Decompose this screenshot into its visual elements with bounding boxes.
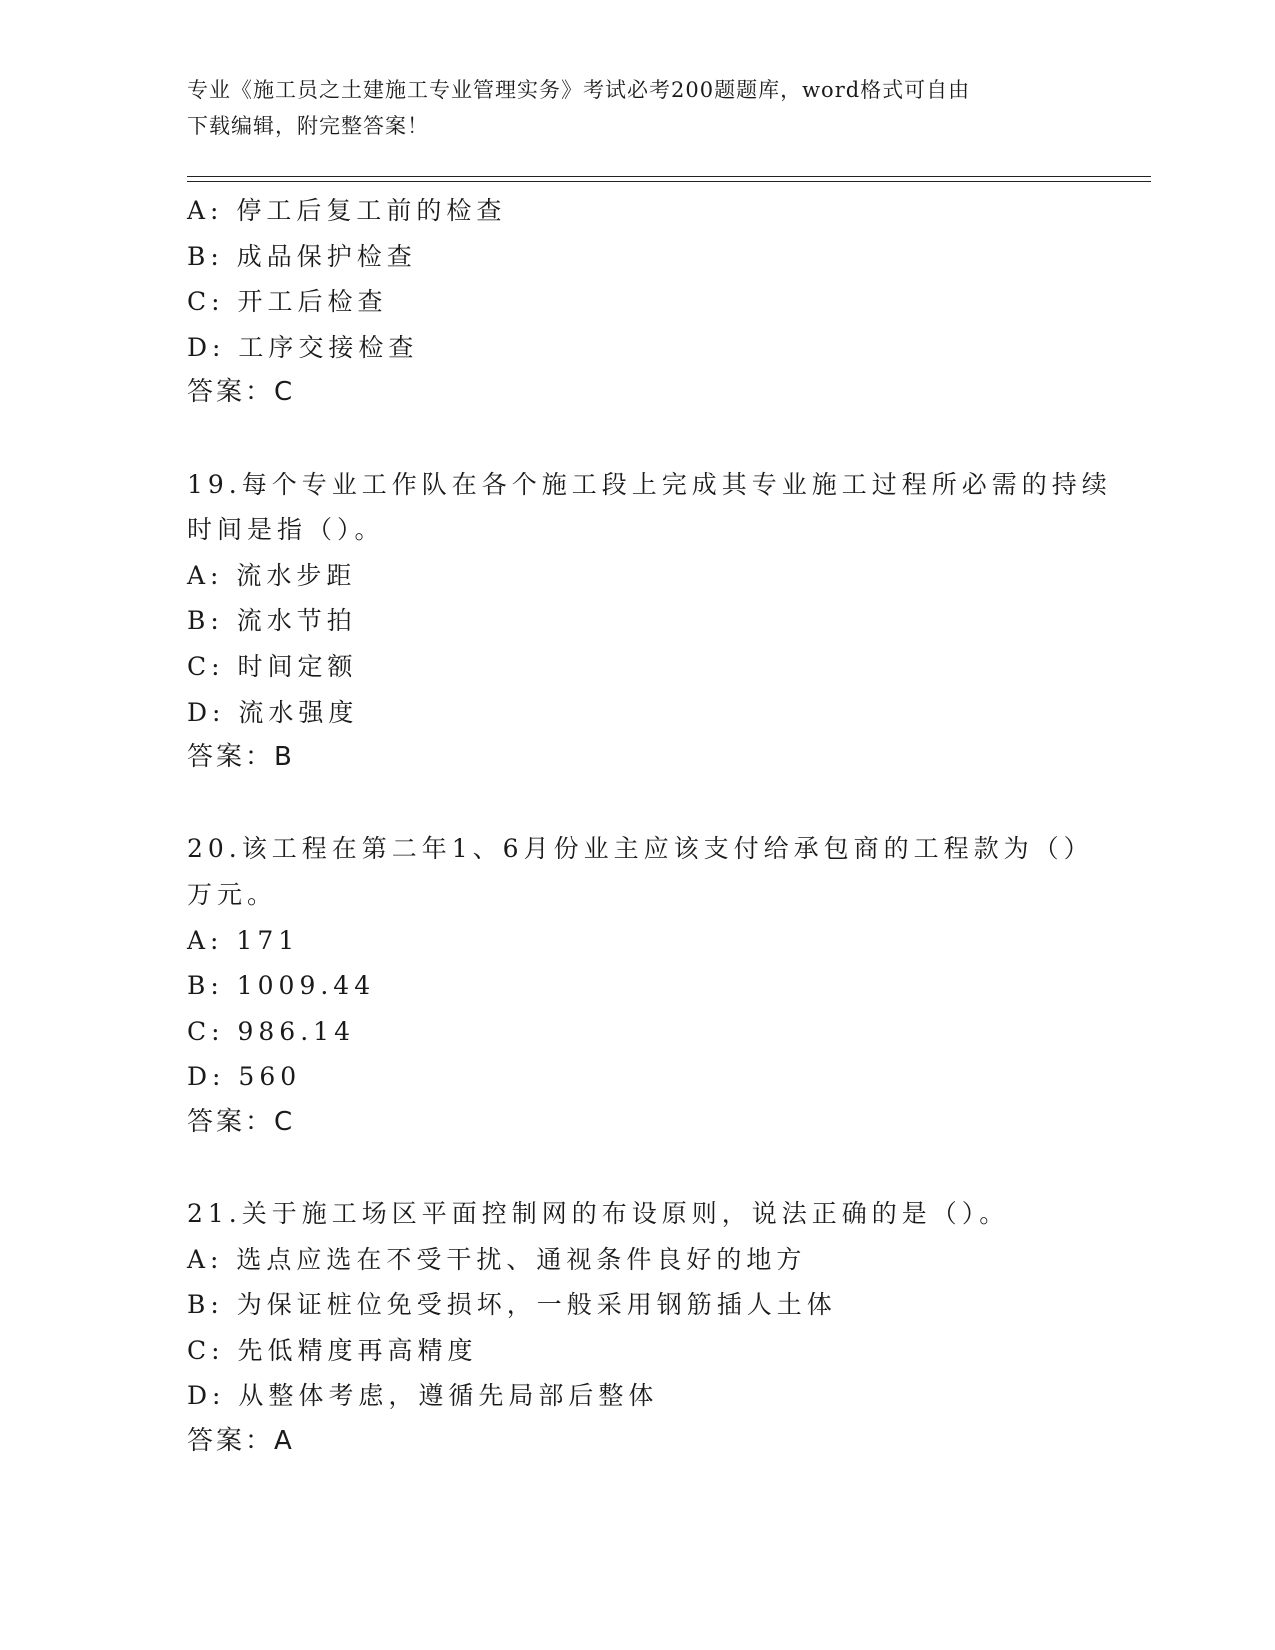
question-stem-continued: 时间是指（）。 [187, 515, 385, 545]
question-stem: 20.该工程在第二年1、6月份业主应该支付给承包商的工程款为（） [187, 834, 1094, 864]
document-header [187, 72, 1087, 144]
header-divider-top [187, 176, 1151, 177]
option-c: C: 时间定额 [187, 651, 358, 681]
header-line-2: 下载编辑，附完整答案！ [187, 114, 429, 138]
spacer [187, 416, 1137, 462]
answer-line: 答案：A [187, 1426, 295, 1457]
question-stem: 21.关于施工场区平面控制网的布设原则，说法正确的是（）。 [187, 1199, 1010, 1229]
option-d: D: 从整体考虑，遵循先局部后整体 [187, 1381, 659, 1411]
option-b: B: 成品保护检查 [187, 241, 417, 271]
question-21 [187, 1191, 1137, 1465]
question-stem: 19.每个专业工作队在各个施工段上完成其专业施工过程所必需的持续 [187, 469, 1112, 499]
question-19 [187, 462, 1137, 781]
answer-line: 答案：C [187, 377, 296, 408]
question-18 [187, 188, 1137, 416]
question-content [187, 188, 1137, 1465]
option-b: B: 1009.44 [187, 971, 376, 1001]
option-a: A: 停工后复工前的检查 [187, 196, 507, 225]
option-a: A: 流水步距 [187, 560, 357, 590]
option-b: B: 流水节拍 [187, 606, 357, 636]
option-b: B: 为保证桩位免受损坏，一般采用钢筋插人土体 [187, 1290, 837, 1320]
option-c: C: 开工后检查 [187, 287, 388, 317]
answer-line: 答案：C [187, 1106, 296, 1137]
header-divider-bottom [187, 181, 1151, 182]
answer-line: 答案：B [187, 742, 295, 773]
option-d: D: 流水强度 [187, 697, 359, 727]
option-a: A: 选点应选在不受干扰、通视条件良好的地方 [187, 1244, 807, 1274]
question-20 [187, 826, 1137, 1145]
option-c: C: 986.14 [187, 1016, 355, 1046]
option-c: C: 先低精度再高精度 [187, 1335, 478, 1365]
option-a: A: 171 [187, 925, 300, 955]
spacer [187, 781, 1137, 827]
question-stem-continued: 万元。 [187, 879, 278, 909]
option-d: D: 560 [187, 1062, 302, 1092]
spacer [187, 1145, 1137, 1191]
header-line-1: 专业《施工员之土建施工专业管理实务》考试必考200题题库，word格式可自由 [187, 78, 971, 102]
option-d: D: 工序交接检查 [187, 332, 419, 362]
